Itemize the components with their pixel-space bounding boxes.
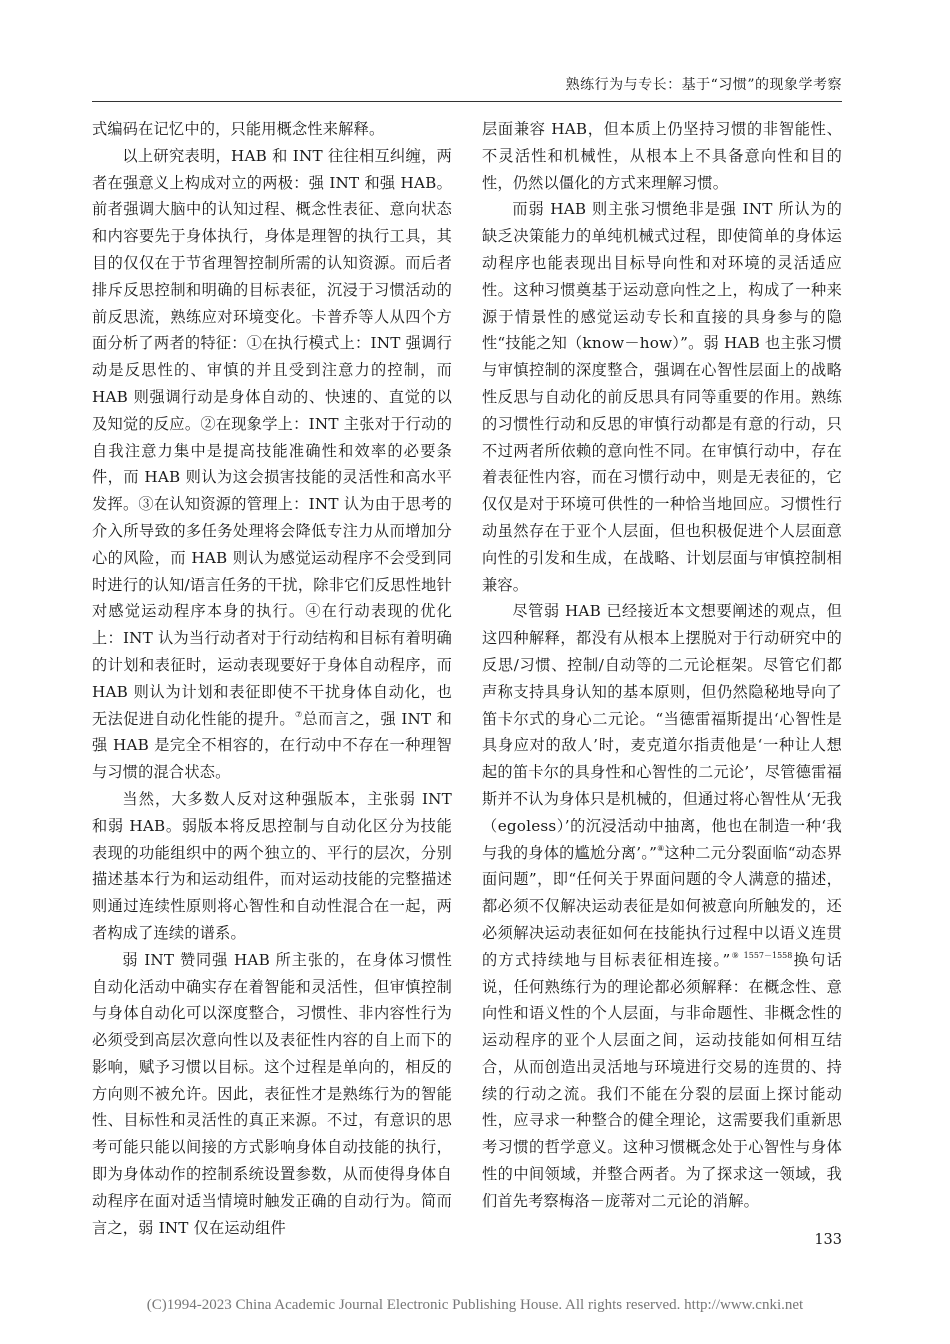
left-paragraph-4: 弱 INT 赞同强 HAB 所主张的，在身体习惯性自动化活动中确实存在着智能和灵活性，但审慎控制与身体自动化可以深度整合，习惯性、非内容性行为必须受到高层次意向性以及表征性内容的自上而下的影响，赋予习惯以目标。这个过程是单向的，相反的方向则不被允许。因此，表征性才是熟练行为的智能性、目标性和灵活性的真正来源。不过，有意识的思考可能只能以间接的方式影响身体自动技能的执行，即为身体动作的控制系统设置参数，从而使得身体自动程序在面对适当情境时触发正确的自动行为。简而言之，弱 INT 仅在运动组件 <box>92 950 452 1237</box>
page-number: 133 <box>814 1232 842 1248</box>
right-column <box>482 116 842 1215</box>
right-paragraph-1: 层面兼容 HAB，但本质上仍坚持习惯的非智能性、不灵活性和机械性，从根本上不具备意向性和目的性，仍然以僵化的方式来理解习惯。 <box>482 120 842 192</box>
right-paragraph-3-text-c: 换句话说，任何熟练行为的理论都必须解释：在概念性、意向性和语义性的个人层面，与非命题性、非概念性的运动程序的亚个人层面之间，运动技能如何相互结合，从而创造出灵活地与环境进行交易的连贯的、持续的行动之流。我们不能在分裂的层面上探讨能动性，应寻求一种整合的健全理论，这需要我们重新思考习惯的哲学意义。这种习惯概念处于心智性与身体性的中间领域，并整合两者。为了探求这一领域，我们首先考察梅洛－庞蒂对二元论的消解。 <box>482 950 842 1210</box>
footnote-ref-9[interactable]: ⑨ 1557－1558 <box>730 950 793 960</box>
left-paragraph-3: 当然，大多数人反对这种强版本，主张弱 INT 和弱 HAB。弱版本将反思控制与自动化区分为技能表现的功能组织中的两个独立的、平行的层次，分别描述基本行为和运动组件，而对运动技能的完整描述则通过连续性原则将心智性和自动性混合在一起，两者构成了连续的谱系。 <box>92 789 452 942</box>
left-paragraph-2 <box>92 143 452 786</box>
right-paragraph-3-text-b: 这种二元分裂面临“动态界面问题”，即“任何关于界面问题的令人满意的描述，都必须不仅解决运动表征是如何被意向所触发的，还必须解决运动表征如何在技能执行过程中以语义连贯的方式持续地与目标表征相连接。” <box>482 843 842 969</box>
left-paragraph-2-text-b: 总而言之，强 INT 和强 HAB 是完全不相容的，在行动中不存在一种理智与习惯的混合状态。 <box>92 709 452 782</box>
footnote-ref-8[interactable]: ⑧ <box>657 843 665 853</box>
header-rule <box>92 101 842 102</box>
left-paragraph-2-text-a: 以上研究表明，HAB 和 INT 往往相互纠缠，两者在强意义上构成对立的两极：强 INT 和强 HAB。前者强调大脑中的认知过程、概念性表征、意向状态和内容要先于身体执行，身体是理智的执行工具，其目的仅仅在于节省理智控制所需的认知资源。而后者排斥反思控制和明确的目标表征，沉浸于习惯活动的前反思流，熟练应对环境变化。卡普乔等人从四个方面分析了两者的特征：①在执行模式上：INT 强调行动是反思性的、审慎的并且受到注意力的控制，而 HAB 则强调行动是身体自动的、快速的、直觉的以及知觉的反应。②在现象学上：INT 主张对于行动的自我注意力集中是提高技能准确性和效率的必要条件，而 HAB 则认为这会损害技能的灵活性和高水平发挥。③在认知资源的管理上：INT 认为由于思考的介入所导致的多任务处理将会降低专注力从而增加分心的风险，而 HAB 则认为感觉运动程序不会受到同时进行的认知/语言任务的干扰，除非它们反思性地针对感觉运动程序本身的执行。④在行动表现的优化上：INT 认为当行动者对于行动结构和目标有着明确的计划和表征时，运动表现要好于身体自动程序，而 HAB 则认为计划和表征即使不干扰身体自动化，也无法促进自动化性能的提升。 <box>92 146 452 728</box>
right-paragraph-3-text-a: 尽管弱 HAB 已经接近本文想要阐述的观点，但这四种解释，都没有从根本上摆脱对于行动研究中的反思/习惯、控制/自动等的二元论框架。尽管它们都声称支持具身认知的基本原则，但仍然隐秘地导向了笛卡尔式的身心二元论。“当德雷福斯提出‘心智性是具身应对的敌人’时，麦克道尔指责他是‘一种让人想起的笛卡尔的具身性和心智性的二元论’，尽管德雷福斯并不认为身体只是机械的，但通过将心智性从‘无我（egoless）’的沉浸活动中抽离，他也在制造一种‘我与我的身体的尴尬分离’。” <box>482 602 842 862</box>
running-head: 熟练行为与专长：基于“习惯”的现象学考察 <box>565 77 842 93</box>
footnote-ref-7[interactable]: ⑦ <box>294 709 303 719</box>
left-paragraph-1: 式编码在记忆中的，只能用概念性来解释。 <box>92 120 385 138</box>
copyright-notice: (C)1994-2023 China Academic Journal Electronic Publishing House. All rights reserved. http://www.cnki.net <box>146 1297 804 1313</box>
right-paragraph-2: 而弱 HAB 则主张习惯绝非是强 INT 所认为的缺乏决策能力的单纯机械式过程，即使简单的身体运动程序也能表现出目标导向性和对环境的灵活适应性。这种习惯奠基于运动意向性之上，构成了一种来源于情景性的感觉运动专长和直接的具身参与的隐性“技能之知（know－how）”。弱 HAB 也主张习惯与审慎控制的深度整合，强调在心智性层面上的战略性反思与自动化的前反思具有同等重要的作用。熟练的习惯性行动和反思的审慎行动都是有意的行动，只不过两者所依赖的意向性不同。在审慎行动中，存在着表征性内容，而在习惯行动中，则是无表征的，它仅仅是对于环境可供性的一种恰当地回应。习惯性行动虽然存在于亚个人层面，但也积极促进个人层面意向性的引发和生成，在战略、计划层面与审慎控制相兼容。 <box>482 200 842 594</box>
left-column <box>92 116 452 1241</box>
right-paragraph-3 <box>482 598 842 1214</box>
